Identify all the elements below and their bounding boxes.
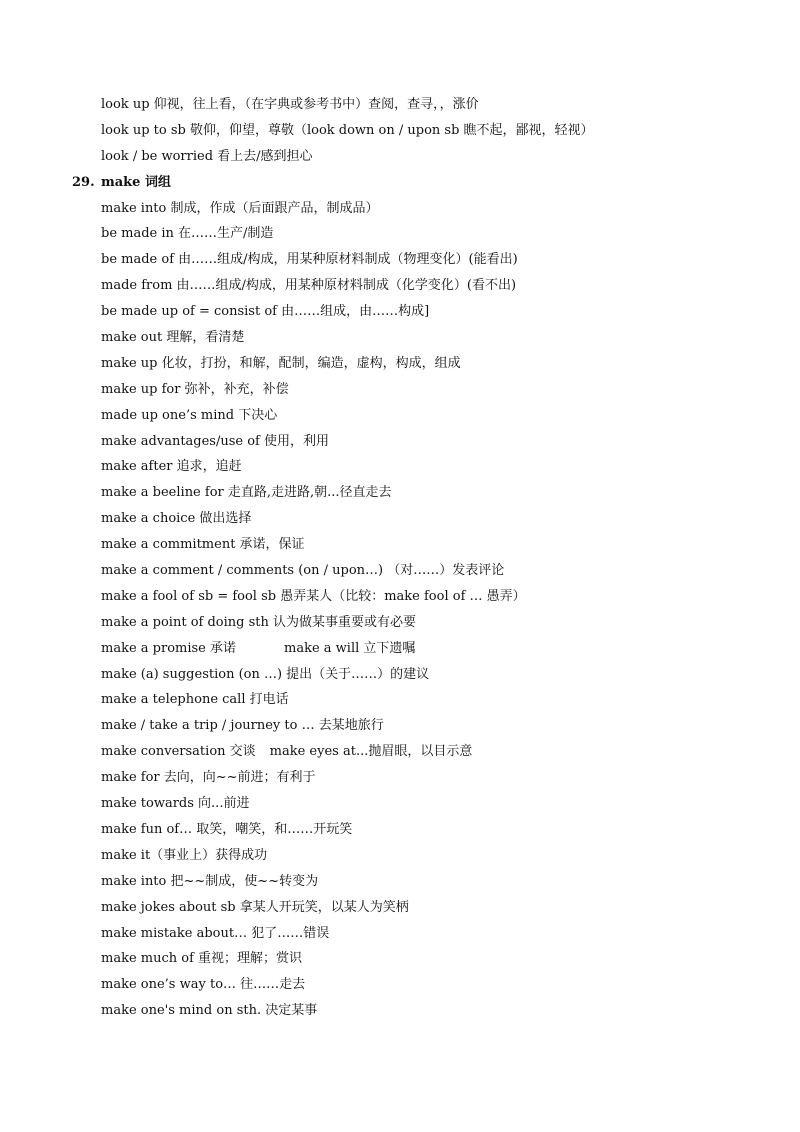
phrase-line: look up 仰视，往上看，（在字典或参考书中）查阅，查寻，，涨价 <box>101 97 479 112</box>
phrase-promise: make a promise 承诺 <box>101 640 237 656</box>
phrase-line: make a choice 做出选择 <box>101 511 252 527</box>
section-number: 29. <box>72 174 95 190</box>
phrase-line: make fun of… 取笑，嘲笑，和……开玩笑 <box>101 821 353 837</box>
phrase-conversation: make conversation 交谈 <box>101 744 256 760</box>
phrase-line: make one’s way to… 往……走去 <box>101 977 306 993</box>
phrase-line-pair <box>101 636 761 662</box>
phrase-line: make after 追求，追赶 <box>101 459 242 475</box>
phrase-line: make out 理解，看清楚 <box>101 330 245 346</box>
phrase-line: make much of 重视；理解；赏识 <box>101 951 303 967</box>
phrase-line: make a comment / comments (on / upon…) （对……）发表评论 <box>101 563 505 579</box>
phrase-line: make it（事业上）获得成功 <box>101 847 268 863</box>
phrase-line: make advantages/use of 使用，利用 <box>101 433 330 449</box>
phrase-eyes: make eyes at...抛眉眼，以目示意 <box>269 744 473 760</box>
phrase-line: make a point of doing sth 认为做某事重要或有必要 <box>101 614 417 630</box>
phrase-line: make / take a trip / journey to … 去某地旅行 <box>101 718 384 734</box>
phrase-line: make for 去向，向~~前进；有利于 <box>101 770 316 786</box>
phrase-line: make a telephone call 打电话 <box>101 692 289 708</box>
phrase-line: made up one’s mind 下决心 <box>101 407 278 423</box>
phrase-line: look up to sb 敬仰，仰望，尊敬（look down on / upon sb 瞧不起，鄙视，轻视） <box>101 122 594 138</box>
phrase-line: be made of 由……组成/构成，用某种原材料制成（物理变化）(能看出) <box>101 252 518 268</box>
phrase-list <box>72 92 761 1024</box>
phrase-line: make into 把~~制成，使~~转变为 <box>101 873 319 889</box>
phrase-line: make up 化妆，打扮，和解，配制，编造，虚构，构成，组成 <box>101 355 461 371</box>
phrase-line: make (a) suggestion (on …) 提出（关于……）的建议 <box>101 666 430 682</box>
phrase-line: make up for 弥补，补充，补偿 <box>101 381 289 397</box>
phrase-line: make into 制成，作成（后面跟产品，制成品） <box>101 200 379 216</box>
phrase-line: make a commitment 承诺，保证 <box>101 537 305 553</box>
phrase-line: look / be worried 看上去/感到担心 <box>101 148 313 164</box>
phrase-line: make one's mind on sth. 决定某事 <box>101 1003 318 1019</box>
phrase-line: made from 由……组成/构成，用某种原材料制成（化学变化）(看不出) <box>101 278 517 294</box>
phrase-line-pair <box>101 739 761 765</box>
phrase-line: make a fool of sb = fool sb 愚弄某人（比较：make fool of … 愚弄） <box>101 588 526 604</box>
phrase-will: make a will 立下遗嘱 <box>284 640 416 656</box>
phrase-line: be made up of = consist of 由……组成，由……构成] <box>101 304 430 320</box>
section-heading <box>72 170 761 196</box>
phrase-line: make jokes about sb 拿某人开玩笑，以某人为笑柄 <box>101 899 409 915</box>
section-title: make 词组 <box>101 174 171 190</box>
phrase-line: make mistake about… 犯了……错误 <box>101 925 330 941</box>
phrase-line: make a beeline for 走直路,走进路,朝...径直走去 <box>101 485 392 501</box>
phrase-line: make towards 向...前进 <box>101 796 250 812</box>
phrase-line: be made in 在……生产/制造 <box>101 226 274 242</box>
